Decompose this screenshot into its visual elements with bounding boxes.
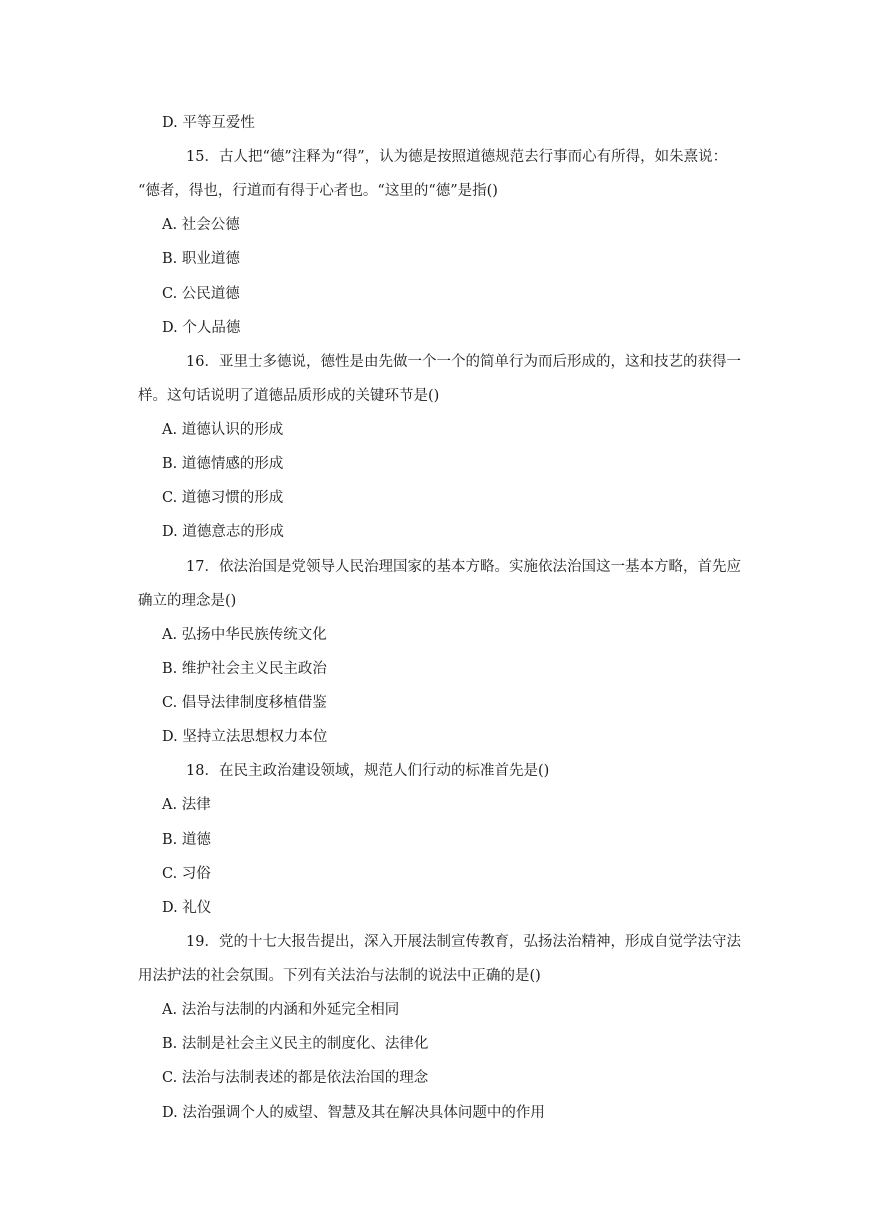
option-a-q19: [162, 1000, 399, 1020]
option-label: A.: [162, 217, 178, 233]
question-16-stem-line-1: 16．亚里士多德说，德性是由先做一个一个的简单行为而后形成的，这和技艺的获得一: [186, 354, 741, 370]
option-text: 弘扬中华民族传统文化: [181, 627, 327, 643]
option-text: 习俗: [181, 866, 211, 882]
option-c-q16: [162, 488, 283, 508]
question-15-stem-line-1: 15．古人把“德”注释为“得”，认为德是按照道德规范去行事而心有所得，如朱熹说：: [186, 149, 728, 165]
option-text: 法律: [181, 797, 211, 813]
question-19-stem-line-2: 用法护法的社会氛围。下列有关法治与法制的说法中正确的是(): [138, 968, 541, 984]
option-text: 道德意志的形成: [182, 524, 284, 540]
option-b-q19: [162, 1034, 428, 1054]
option-text: 维护社会主义民主政治: [181, 661, 327, 677]
question-17-stem-line-1: 17．依法治国是党领导人民治理国家的基本方略。实施依法治国这一基本方略，首先应: [186, 559, 741, 575]
option-text: 法治强调个人的威望、智慧及其在解决具体问题中的作用: [182, 1105, 545, 1121]
question-17-stem-line-2: 确立的理念是(): [138, 593, 237, 609]
option-text: 道德: [181, 832, 211, 848]
option-text: 坚持立法思想权力本位: [182, 729, 328, 745]
option-label: D.: [162, 729, 178, 745]
question-16-stem-line-2: 样。这句话说明了道德品质形成的关键环节是(): [138, 388, 440, 404]
option-text: 公民道德: [181, 286, 240, 302]
option-text: 法制是社会主义民主的制度化、法律化: [181, 1036, 429, 1052]
option-text: 礼仪: [182, 900, 212, 916]
option-label: D.: [162, 1105, 178, 1121]
option-label: C.: [162, 286, 178, 302]
option-label: D.: [162, 524, 178, 540]
option-text: 道德习惯的形成: [181, 490, 284, 506]
option-d-q17: [162, 727, 327, 747]
option-d-q15: [162, 318, 240, 338]
option-text: 平等互爱性: [182, 115, 255, 131]
option-label: D.: [162, 900, 178, 916]
option-b-q17: [162, 659, 327, 679]
option-text: 法治与法制表述的都是依法治国的理念: [181, 1070, 429, 1086]
option-text: 倡导法律制度移植借鉴: [181, 695, 327, 711]
question-15-stem-line-2: “德者，得也，行道而有得于心者也。“这里的“德”是指(): [138, 183, 498, 199]
option-label: A.: [162, 1002, 178, 1018]
option-label: C.: [162, 490, 178, 506]
option-a-q15: [162, 215, 240, 235]
option-text: 个人品德: [182, 320, 241, 336]
question-19-stem-line-1: 19．党的十七大报告提出，深入开展法制宣传教育，弘扬法治精神，形成自觉学法守法: [186, 934, 741, 950]
option-b-q16: [162, 454, 283, 474]
option-d-q19: [162, 1103, 545, 1123]
option-a-q17: [162, 625, 327, 645]
option-label: A.: [162, 627, 178, 643]
option-c-q18: [162, 864, 211, 884]
option-d-q14: [162, 113, 255, 133]
option-d-q18: [162, 898, 211, 918]
option-b-q15: [162, 249, 240, 269]
option-label: C.: [162, 1070, 178, 1086]
option-label: A.: [162, 797, 178, 813]
option-c-q17: [162, 693, 327, 713]
option-d-q16: [162, 522, 284, 542]
option-label: A.: [162, 422, 178, 438]
option-text: 道德情感的形成: [181, 456, 284, 472]
option-label: C.: [162, 866, 178, 882]
option-label: B.: [162, 661, 178, 677]
option-b-q18: [162, 830, 211, 850]
question-18-stem-line-1: 18．在民主政治建设领域，规范人们行动的标准首先是(): [186, 763, 550, 779]
option-label: D.: [162, 115, 178, 131]
option-text: 法治与法制的内涵和外延完全相同: [181, 1002, 400, 1018]
option-a-q16: [162, 420, 283, 440]
option-a-q18: [162, 795, 211, 815]
option-text: 社会公德: [181, 217, 240, 233]
option-c-q19: [162, 1068, 428, 1088]
option-label: C.: [162, 695, 178, 711]
option-label: B.: [162, 456, 178, 472]
option-label: D.: [162, 320, 178, 336]
option-label: B.: [162, 1036, 178, 1052]
option-label: B.: [162, 251, 178, 267]
option-text: 道德认识的形成: [181, 422, 284, 438]
option-label: B.: [162, 832, 178, 848]
option-text: 职业道德: [181, 251, 240, 267]
option-c-q15: [162, 284, 240, 304]
